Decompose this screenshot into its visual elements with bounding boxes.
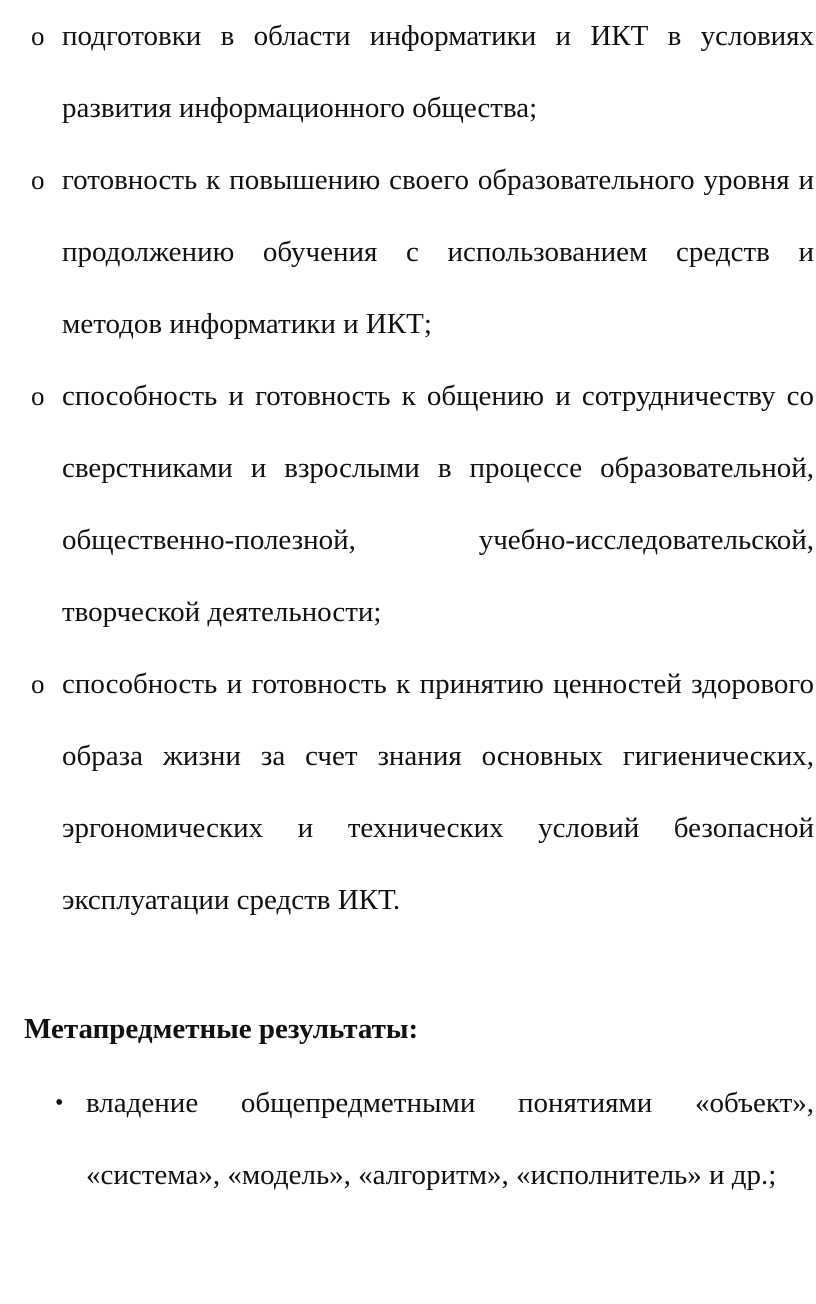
circle-bullet-icon: o bbox=[31, 669, 45, 699]
list-item-text: владение общепредметными понятиями «объект», «система», «модель», «алгоритм», «исполнитель» и др.; bbox=[86, 1087, 814, 1191]
list-item-text: подготовки в области информатики и ИКТ в условиях развития информационного общества; bbox=[62, 20, 814, 124]
list-item bbox=[0, 648, 816, 936]
list-item-text: способность и готовность к принятию ценностей здорового образа жизни за счет знания основных гигиенических, эргономических и технических условий безопасной эксплуатации средств ИКТ. bbox=[62, 668, 814, 916]
metasubject-results-list bbox=[0, 1067, 816, 1211]
list-item bbox=[0, 360, 816, 648]
dot-bullet-icon: • bbox=[55, 1090, 64, 1116]
list-item bbox=[0, 144, 816, 360]
list-item-text: способность и готовность к общению и сотрудничеству со сверстниками и взрослыми в процессе образовательной, общественно-полезной, учебно-исследовательской, творческой деятельности; bbox=[62, 380, 814, 628]
list-item-text: готовность к повышению своего образовательного уровня и продолжению обучения с использованием средств и методов информатики и ИКТ; bbox=[62, 164, 814, 340]
list-item bbox=[0, 0, 816, 144]
list-item bbox=[0, 1067, 816, 1211]
section-heading: Метапредметные результаты: bbox=[24, 1013, 419, 1045]
circle-bullet-icon: o bbox=[31, 21, 45, 51]
circle-bullet-icon: o bbox=[31, 165, 45, 195]
circle-bullet-icon: o bbox=[31, 381, 45, 411]
